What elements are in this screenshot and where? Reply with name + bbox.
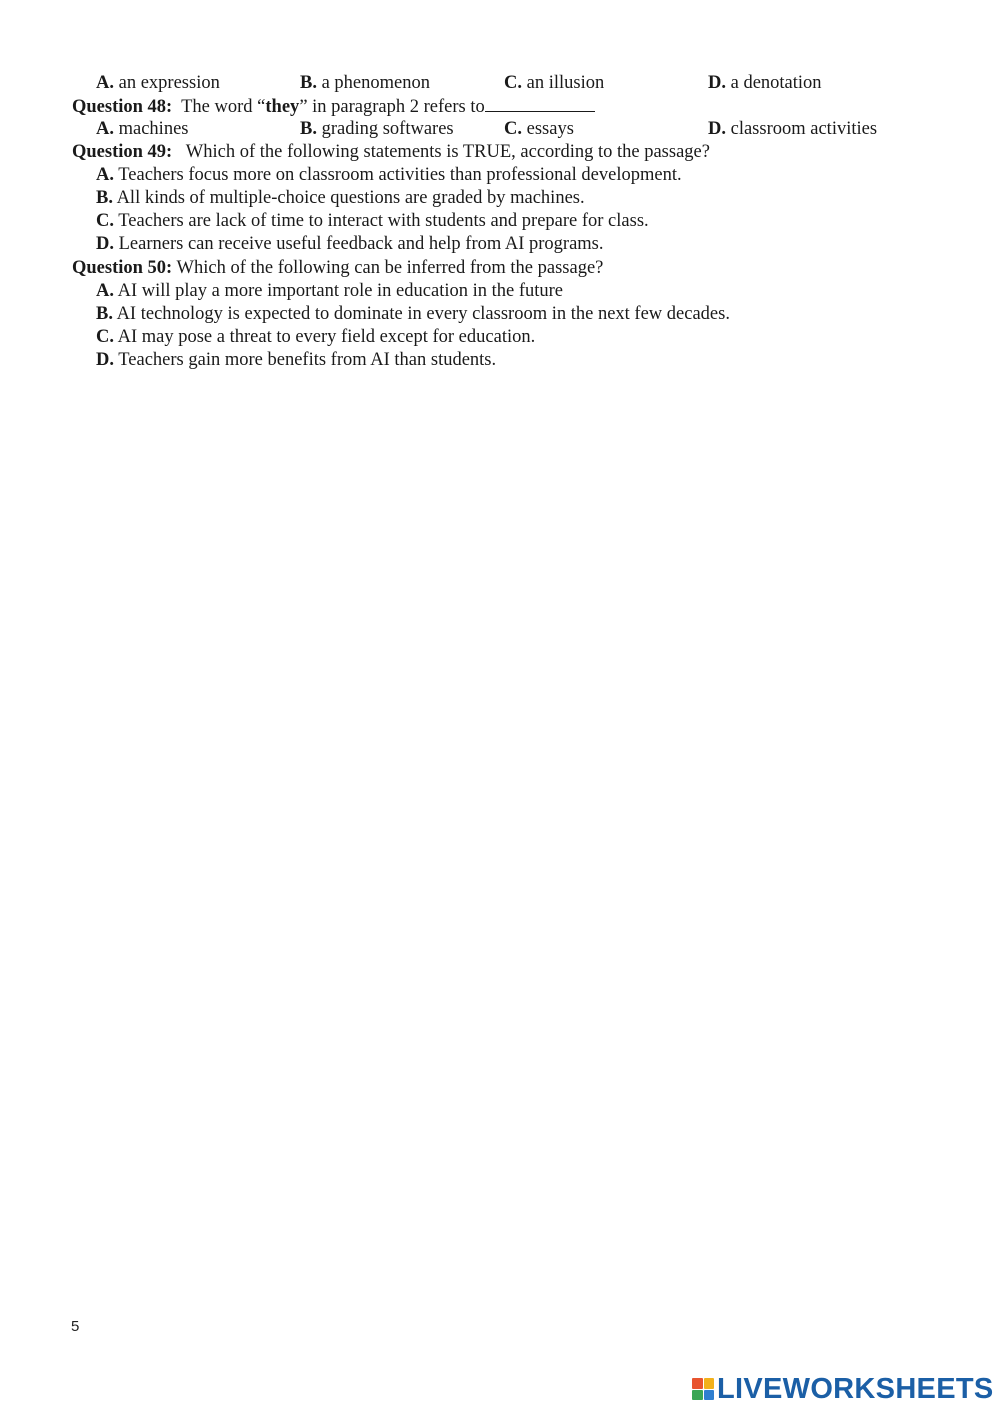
q48-option-b: B. grading softwares (300, 119, 454, 139)
q47-option-c: C. an illusion (504, 73, 605, 93)
liveworksheets-logo[interactable] (692, 1374, 994, 1404)
q47-option-b: B. a phenomenon (300, 73, 430, 93)
q50-option-a: A. AI will play a more important role in education in the future (96, 281, 564, 301)
question-50: Question 50: Which of the following can be inferred from the passage? (72, 258, 604, 278)
q50-option-d: D. Teachers gain more benefits from AI than students. (96, 350, 497, 370)
page-number: 5 (71, 1318, 80, 1335)
q48-option-c: C. essays (504, 119, 574, 139)
q49-option-a: A. Teachers focus more on classroom activities than professional development. (96, 165, 682, 185)
question-48: Question 48: The word “they” in paragraph 2 refers to (72, 95, 595, 119)
q48-option-a: A. machines (96, 119, 189, 139)
q50-option-b: B. AI technology is expected to dominate in every classroom in the next few decades. (96, 304, 730, 324)
q50-option-c: C. AI may pose a threat to every field except for education. (96, 327, 536, 347)
q47-option-a: A. an expression (96, 73, 220, 93)
answer-blank[interactable] (485, 95, 595, 112)
q49-option-b: B. All kinds of multiple-choice questions are graded by machines. (96, 188, 585, 208)
q48-option-d: D. classroom activities (708, 119, 878, 139)
q47-option-d: D. a denotation (708, 73, 822, 93)
question-49: Question 49: Which of the following statements is TRUE, according to the passage? (72, 142, 710, 162)
brand-name: LIVEWORKSHEETS (717, 1372, 994, 1405)
q49-option-d: D. Learners can receive useful feedback and help from AI programs. (96, 234, 604, 254)
q49-option-c: C. Teachers are lack of time to interact with students and prepare for class. (96, 211, 649, 231)
liveworksheets-logo-icon (692, 1378, 714, 1400)
